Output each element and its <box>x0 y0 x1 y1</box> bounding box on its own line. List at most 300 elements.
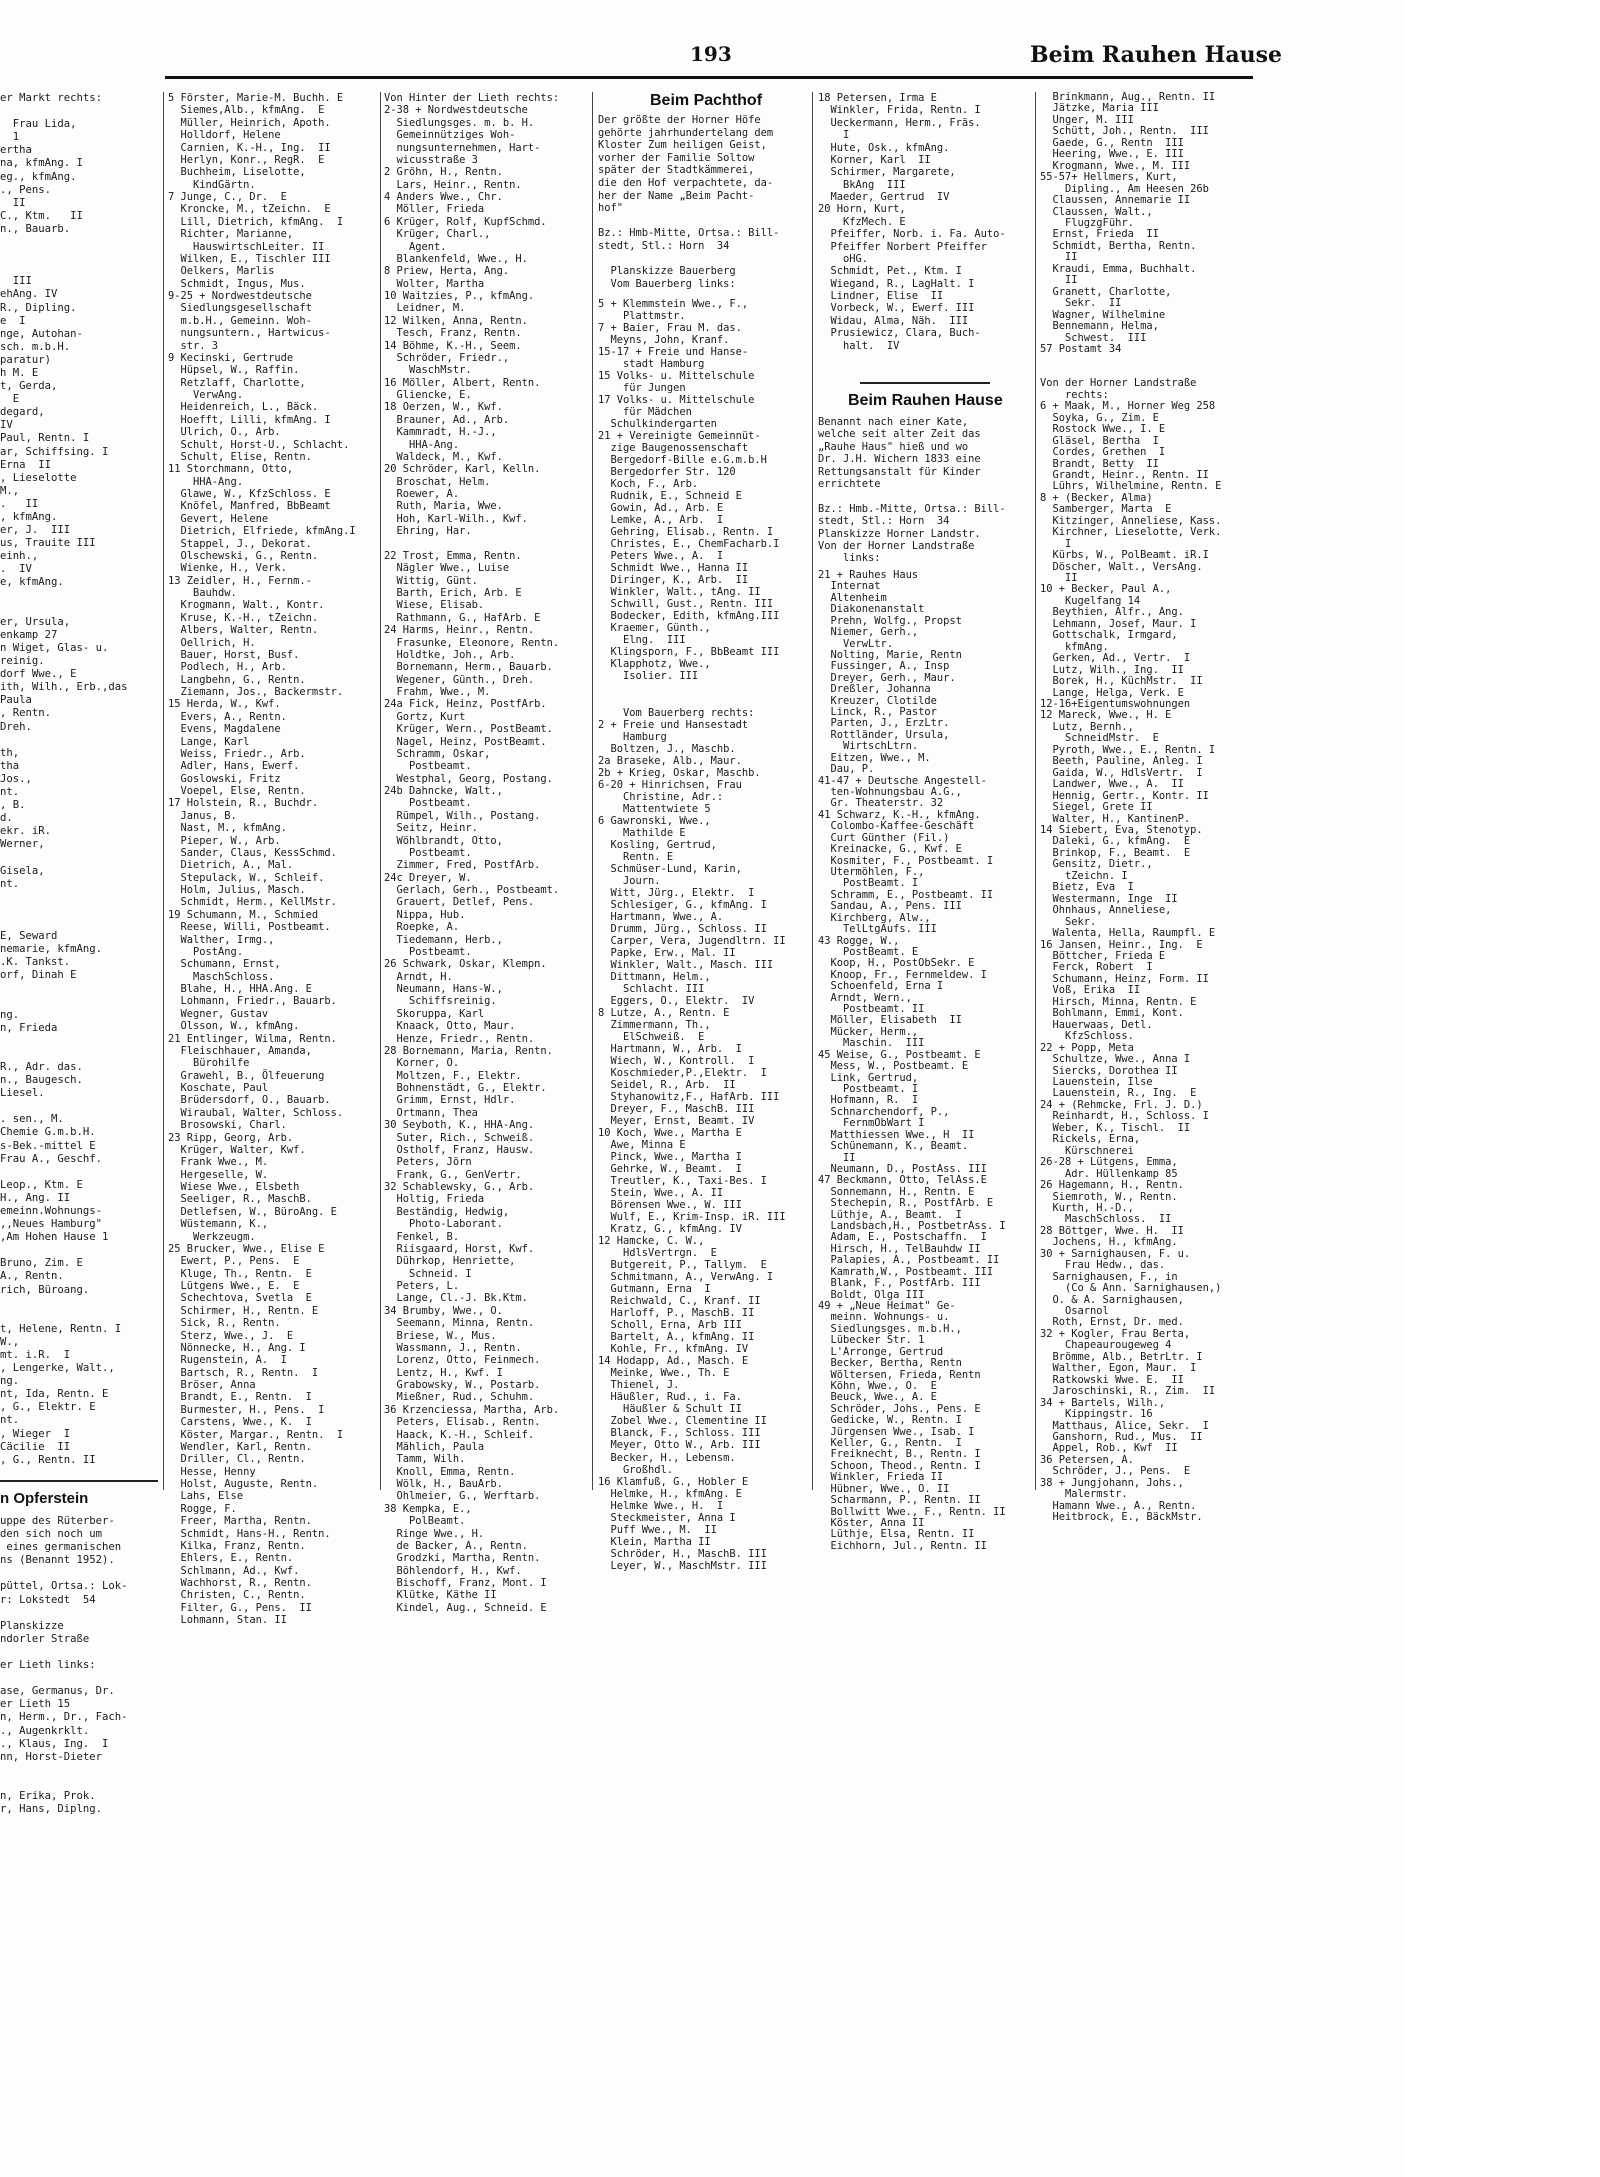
directory-line: Kirchberg, Alw., <box>818 911 931 924</box>
directory-line <box>0 1764 158 1777</box>
directory-line: th, <box>0 746 20 759</box>
directory-line: Roth, Ernst, Dr. med. <box>1040 1316 1184 1329</box>
directory-line: später der Stadtkämmerei, <box>598 164 755 177</box>
directory-line: Hartmann, Wwe., A. <box>598 910 724 923</box>
directory-line: Weiss, Friedr., Arb. <box>168 747 306 760</box>
directory-line: eines germanischen <box>0 1541 122 1554</box>
directory-line: Mählich, Paula <box>384 1440 485 1453</box>
directory-line: Christes, E., ChemFacharb.I <box>598 538 780 551</box>
directory-line: Postbeamt. <box>384 945 472 958</box>
directory-line: II <box>1040 572 1078 585</box>
directory-line: 22 + Popp, Meta <box>1040 1041 1134 1054</box>
directory-line: Maschin. III <box>818 1037 925 1050</box>
directory-line: Claussen, Annemarie II <box>1040 194 1191 207</box>
directory-line: errichtete <box>818 478 881 491</box>
directory-line: Klapphotz, Wwe., <box>598 658 711 671</box>
directory-line: PolBeamt. <box>384 1515 466 1528</box>
directory-line: wicusstraße 3 <box>384 153 478 166</box>
directory-line: 7 + Baier, Frau M. das. <box>598 322 742 335</box>
directory-line: Postbeamt. <box>384 797 472 810</box>
directory-line: Lars, Heinr., Rentn. <box>384 178 522 191</box>
directory-line: Mücker, Herm., <box>818 1025 919 1038</box>
directory-line: Wassmann, J., Rentn. <box>384 1341 522 1354</box>
directory-line: Fussinger, A., Insp <box>818 660 950 673</box>
directory-line: Butgereit, P., Tallym. E <box>598 1259 767 1272</box>
directory-line: Dittmann, Helm., <box>598 970 711 983</box>
directory-line: us, Trauite III <box>0 537 96 550</box>
directory-line: Hamann Wwe., A., Rentn. <box>1040 1499 1197 1512</box>
directory-line: 14 Siebert, Eva, Stenotyp. <box>1040 824 1203 836</box>
directory-line: Siedlungsges. m.b.H., <box>818 1322 962 1335</box>
directory-line: II <box>1040 274 1078 287</box>
directory-line <box>0 1166 158 1179</box>
directory-line: Kraemer, Günth., <box>598 622 711 635</box>
directory-line: Cordes, Grethen I <box>1040 446 1166 459</box>
directory-line: n., Bauarb. <box>0 222 71 235</box>
directory-line: Schramm, E., Postbeamt. II <box>818 888 994 901</box>
directory-line: , G., Elektr. E <box>0 1401 96 1414</box>
directory-line: Eitzen, Wwe., M. <box>818 751 931 764</box>
directory-line: ElSchweiß. E <box>598 1030 705 1043</box>
directory-line: Schulkindergarten <box>598 418 717 431</box>
directory-line: Ewert, P., Pens. E <box>168 1255 300 1268</box>
directory-line <box>0 1310 158 1323</box>
directory-line: Gehrke, W., Beamt. I <box>598 1163 742 1176</box>
directory-line: Schmüser-Lund, Karin, <box>598 862 742 875</box>
directory-line: Moltzen, F., Elektr. <box>384 1069 522 1082</box>
directory-line: Schechtova, Svetla E <box>168 1292 312 1305</box>
directory-line: KindGärtn. <box>168 178 256 191</box>
directory-line: Kraudi, Emma, Buchhalt. <box>1040 262 1197 275</box>
directory-line: E <box>0 393 20 406</box>
directory-line: Kitzinger, Anneliese, Kass. <box>1040 514 1222 527</box>
directory-line <box>0 262 158 275</box>
directory-line: Reinhardt, H., Schloss. I <box>1040 1110 1209 1123</box>
directory-line: er Lieth links: <box>0 1659 96 1672</box>
directory-line: Schumann, Heinz, Form. II <box>1040 972 1209 985</box>
directory-line: Schnarchendorf, P., <box>818 1105 950 1118</box>
directory-line: Zimmermann, Th., <box>598 1018 711 1031</box>
directory-line <box>0 891 158 904</box>
directory-line: Colombo-Kaffee-Geschäft <box>818 820 975 833</box>
directory-line: 43 Rogge, W., <box>818 934 900 947</box>
directory-line: Schwest. III <box>1040 331 1147 344</box>
directory-line: na, kfmAng. I <box>0 157 83 170</box>
directory-line: Knaack, Otto, Maur. <box>384 1020 516 1033</box>
directory-line: 13 Zeidler, H., Fernm.- <box>168 574 312 587</box>
directory-line: Schoon, Theod., Rentn. I <box>818 1459 981 1472</box>
directory-line: 15 Volks- u. Mittelschule <box>598 370 755 383</box>
directory-line: Dreßler, Johanna <box>818 683 931 696</box>
directory-line: Frank, G., GenVertr. <box>384 1168 522 1181</box>
directory-line: HauswirtschLeiter. II <box>168 240 325 253</box>
directory-line: Bauer, Horst, Busf. <box>168 648 300 661</box>
directory-line: 26 Schwark, Oskar, Klempn. <box>384 958 547 971</box>
directory-line: 24b Dahncke, Walt., <box>384 785 503 797</box>
directory-line: Steckmeister, Anna I <box>598 1511 736 1524</box>
directory-line: meinn. Wohnungs- u. <box>818 1311 950 1324</box>
directory-line: Siedlungsges. m. b. H. <box>384 116 535 129</box>
directory-line <box>0 995 158 1008</box>
directory-line: einh., <box>0 550 39 563</box>
directory-line: MaschSchloss. II <box>1040 1213 1172 1226</box>
directory-line: Von der Horner Landstraße <box>818 540 975 553</box>
directory-line: Bennemann, Helma, <box>1040 320 1159 333</box>
directory-line: Gerken, Ad., Vertr. I <box>1040 652 1191 665</box>
directory-line: Bischoff, Franz, Mont. I <box>384 1577 547 1589</box>
directory-line <box>0 1607 158 1620</box>
directory-line: Peters Wwe., A. I <box>598 550 724 563</box>
directory-line: Schmidt, Pet., Ktm. I <box>818 265 962 278</box>
directory-line: d. <box>0 812 13 825</box>
directory-line <box>0 917 158 930</box>
directory-line: Heering, Wwe., E. III <box>1040 148 1184 161</box>
section-heading-beim-rauhen-hause: Beim Rauhen Hause <box>848 392 1003 409</box>
directory-line <box>1040 355 1252 366</box>
directory-line: Glawe, W., KfzSchloss. E <box>168 488 331 500</box>
directory-line: Bohnenstädt, G., Elektr. <box>384 1082 547 1094</box>
directory-line: Voepel, Else, Rentn. <box>168 785 306 797</box>
directory-line: Knoll, Emma, Rentn. <box>384 1465 516 1478</box>
directory-line: Adler, Hans, Ewerf. <box>168 760 300 773</box>
directory-line: Matthiessen Wwe., H II <box>818 1128 975 1141</box>
directory-line: Zimmer, Fred, PostfArb. <box>384 859 541 872</box>
directory-line: ekr. iR. <box>0 825 52 838</box>
directory-line: Ratkowski Wwe. E. II <box>1040 1373 1184 1386</box>
directory-line: Benannt nach einer Kate, <box>818 416 969 428</box>
directory-line: Landsbach,H., PostbetrAss. I <box>818 1220 1006 1233</box>
directory-line: Granett, Charlotte, <box>1040 285 1172 298</box>
directory-line: Hesse, Henny <box>168 1465 256 1478</box>
directory-line: Schmidt, Bertha, Rentn. <box>1040 239 1197 252</box>
directory-line: Gowin, Ad., Arb. E <box>598 502 724 515</box>
directory-line: 41-47 + Deutsche Angestell- <box>818 774 987 787</box>
directory-line: Schlacht. III <box>598 982 705 995</box>
directory-line: Plattmstr. <box>598 310 686 323</box>
directory-line <box>0 603 158 616</box>
directory-line: Zobel Wwe., Clementine II <box>598 1415 767 1428</box>
directory-line: Von der Horner Landstraße <box>1040 377 1197 390</box>
directory-line: Schoenfeld, Erna I <box>818 980 944 993</box>
directory-line: stedt, Stl.: Horn 34 <box>818 515 950 528</box>
directory-line: 10 Koch, Wwe., Martha E <box>598 1127 742 1140</box>
directory-line: r, Hans, Diplng. <box>0 1803 103 1816</box>
directory-line: Ehlers, E., Rentn. <box>168 1552 294 1565</box>
directory-line: Peters, Elisab., Rentn. <box>384 1416 541 1429</box>
directory-line: ., Pens. <box>0 183 52 196</box>
directory-line: 57 Postamt 34 <box>1040 342 1122 355</box>
directory-line: WaschMstr. <box>384 364 472 377</box>
directory-line: Wittig, Günt. <box>384 574 478 587</box>
directory-line: Gevert, Helene <box>168 512 269 525</box>
directory-line: Jätzke, Maria III <box>1040 102 1159 115</box>
directory-line <box>0 982 158 995</box>
directory-line: HHA-Ang. <box>168 475 244 488</box>
directory-line: Winkler, Walt., Masch. III <box>598 958 774 971</box>
directory-line: Gortz, Kurt <box>384 710 466 723</box>
directory-line: Maeder, Gertrud IV <box>818 191 950 203</box>
directory-line: Möller, Frieda <box>384 203 485 216</box>
directory-line: 24 Harms, Heinr., Rentn. <box>384 624 535 637</box>
directory-line: 28 Böttger, Wwe. H. II <box>1040 1224 1184 1237</box>
directory-line: Ernst, Frieda II <box>1040 228 1159 241</box>
directory-line: Mathilde E <box>598 826 686 839</box>
directory-line: Häußler, Rud., i. Fa. <box>598 1391 742 1404</box>
directory-line: Gisela, <box>0 864 45 877</box>
directory-line: Schmidt Wwe., Hanna II <box>598 562 749 575</box>
directory-line: Goslowski, Fritz <box>168 772 281 785</box>
directory-line: Ohlmeier, G., Werftarb. <box>384 1490 541 1503</box>
directory-line: Vorbeck, W., Ewerf. III <box>818 302 975 315</box>
directory-line: Westphal, Georg, Postang. <box>384 772 553 785</box>
directory-line: Börensen Wwe., W. III <box>598 1199 742 1212</box>
directory-line: Der größte der Horner Höfe <box>598 114 761 126</box>
directory-line: 9-25 + Nordwestdeutsche <box>168 290 312 302</box>
directory-line: vorher der Familie Soltow <box>598 151 755 164</box>
directory-line: Gaede, G., Rentn III <box>1040 136 1184 149</box>
directory-line: II <box>818 1151 856 1164</box>
directory-line: Döscher, Walt., VersAng. <box>1040 560 1203 573</box>
directory-line: Evers, A., Rentn. <box>168 710 287 723</box>
directory-line: Lührs, Wilhelmine, Rentn. E <box>1040 480 1222 493</box>
directory-line: Papke, Erw., Mal. II <box>598 946 736 959</box>
directory-line: Lohmann, Friedr., Bauarb. <box>168 995 337 1008</box>
directory-line: Rickels, Erna, <box>1040 1133 1141 1146</box>
directory-line: Elng. III <box>598 634 686 647</box>
directory-line: welche seit alter Zeit das <box>818 428 981 441</box>
directory-line: paratur) <box>0 353 52 366</box>
directory-line: 22 Trost, Emma, Rentn. <box>384 549 522 562</box>
directory-line: Skoruppa, Karl <box>384 1007 485 1020</box>
directory-line: Puff Wwe., M. II <box>598 1523 717 1536</box>
directory-line: Planskizze Bauerberg <box>598 265 736 278</box>
directory-line: Postbeamt. I <box>818 1082 919 1095</box>
directory-line: Bietz, Eva I <box>1040 881 1134 894</box>
directory-line: Brauner, Ad., Arb. <box>384 413 510 426</box>
directory-line: Schmidt, Ingus, Mus. <box>168 277 306 290</box>
directory-line: Wöhlbrandt, Otto, <box>384 834 503 847</box>
directory-line: Chapeaurougeweg 4 <box>1040 1339 1172 1352</box>
directory-line: tha <box>0 759 20 772</box>
directory-line: Kilka, Franz, Rentn. <box>168 1539 306 1552</box>
directory-line: 20 Schröder, Karl, Kelln. <box>384 463 541 476</box>
directory-line: Walter, H., KantinenP. <box>1040 812 1191 825</box>
directory-line: Grawehl, B., Ölfeuerung <box>168 1069 325 1082</box>
directory-line: Postbeamt. II <box>818 1003 925 1016</box>
directory-line: Ulrich, O., Arb. <box>168 426 281 439</box>
directory-line: Bergedorf-Bille e.G.m.b.H <box>598 454 767 467</box>
directory-line: 2b + Krieg, Oskar, Maschb. <box>598 766 761 779</box>
directory-line: 6 Gawronski, Wwe., <box>598 814 711 827</box>
directory-line: Barth, Erich, Arb. E <box>384 587 522 599</box>
directory-line: Gedicke, W., Rentn. I <box>818 1414 962 1427</box>
directory-line: sch. m.b.H. <box>0 340 71 353</box>
directory-line: 6-20 + Hinrichsen, Frau <box>598 778 742 791</box>
directory-line: Blanck, F., Schloss. III <box>598 1427 761 1440</box>
directory-line: Utermöhlen, F., <box>818 865 925 878</box>
directory-line: Gläsel, Bertha I <box>1040 434 1159 447</box>
directory-line: Lill, Dietrich, kfmAng. I <box>168 215 344 228</box>
directory-line: 38 Kempka, E., <box>384 1502 472 1515</box>
directory-line: Hoh, Karl-Wilh., Kwf. <box>384 512 528 525</box>
directory-line: Gensitz, Dietr., <box>1040 858 1153 871</box>
directory-line: Hamburg <box>598 730 667 743</box>
directory-line: Neumann, Hans-W., <box>384 983 503 995</box>
directory-line: Krüger, Charl., <box>384 228 491 241</box>
directory-line: tZeichn. I <box>1040 869 1128 882</box>
directory-line: hof" <box>598 202 624 215</box>
column-2 <box>384 92 590 1614</box>
column-4-top <box>818 92 1033 354</box>
directory-line: Schumann, Ernst, <box>168 958 281 971</box>
directory-line: Ferck, Robert I <box>1040 961 1153 974</box>
directory-line: Klingsporn, F., BbBeamt III <box>598 646 780 659</box>
directory-line: Sekr. II <box>1040 297 1122 310</box>
directory-line: Schneid. I <box>384 1267 472 1280</box>
directory-line: Frank Wwe., M. <box>168 1156 269 1169</box>
directory-line: Sterz, Wwe., J. E <box>168 1329 294 1342</box>
directory-line: Fenkel, B. <box>384 1230 460 1243</box>
directory-line: Janus, B. <box>168 809 237 822</box>
directory-line: (Co & Ann. Sarnighausen,) <box>1040 1282 1222 1295</box>
directory-line: Eichhorn, Jul., Rentn. II <box>818 1539 987 1552</box>
directory-line: 15-17 + Freie und Hanse- <box>598 346 749 359</box>
directory-line: Schütt, Joh., Rentn. III <box>1040 125 1209 138</box>
directory-line: Neumann, D., PostAss. III <box>818 1162 987 1175</box>
directory-line: Wiese, Elisab. <box>384 599 485 612</box>
directory-line: Hirsch, Minna, Rentn. E <box>1040 995 1197 1008</box>
directory-line: Kosmiter, F., Postbeamt. I <box>818 854 994 867</box>
directory-line: ten-Wohnungsbau A.G., <box>818 786 962 799</box>
directory-line: ith, Wilh., Erb.,das <box>0 681 128 694</box>
directory-line: e, kfmAng. <box>0 576 64 589</box>
directory-line: 12 Hamcke, C. W., <box>598 1235 705 1248</box>
directory-line: SchneidMstr. E <box>1040 732 1159 745</box>
directory-line: 47 Beckmann, Otto, TelAss.E <box>818 1174 987 1187</box>
directory-line: 16 Jansen, Heinr., Ing. E <box>1040 938 1203 951</box>
directory-line: 32 + Kogler, Frau Berta, <box>1040 1327 1191 1340</box>
directory-line <box>0 734 158 747</box>
directory-line: Knöfel, Manfred, BbBeamt <box>168 500 331 513</box>
directory-line: 1 <box>0 131 20 144</box>
directory-line: Helmke Wwe., H. I <box>598 1499 724 1512</box>
directory-line: Dau, P. <box>818 763 875 776</box>
directory-line: L'Arronge, Gertrud <box>818 1345 944 1358</box>
directory-line: FernmObWart I <box>818 1117 925 1130</box>
directory-line: M., <box>0 484 20 497</box>
directory-line <box>0 851 158 864</box>
directory-line: ,,Neues Hamburg" <box>0 1218 103 1231</box>
directory-line: Kürschnerei <box>1040 1144 1134 1157</box>
directory-line: Seemann, Minna, Rentn. <box>384 1317 535 1330</box>
directory-line: Grabowsky, W., Postarb. <box>384 1379 541 1391</box>
directory-line: Driller, Cl., Rentn. <box>168 1453 306 1466</box>
directory-line: Koschmieder,P.,Elektr. I <box>598 1067 767 1079</box>
directory-line <box>0 1100 158 1113</box>
directory-line: Schultze, Wwe., Anna I <box>1040 1053 1191 1066</box>
directory-line: Winkler, Walt., tAng. II <box>598 586 761 599</box>
directory-line: Bürohilfe <box>168 1057 250 1070</box>
directory-line: H., Ang. II <box>0 1191 71 1204</box>
directory-line: Schröder, H., MaschB. III <box>598 1547 767 1560</box>
directory-line: Matthaus, Alice, Sekr. I <box>1040 1419 1209 1432</box>
directory-line: Schwill, Gust., Rentn. III <box>598 598 774 611</box>
directory-line: . IV <box>0 563 32 576</box>
directory-line: Holst, Auguste, Rentn. <box>168 1478 319 1490</box>
directory-line: Widau, Alma, Näh. III <box>818 314 969 327</box>
directory-line: Rudnik, E., Schneid E <box>598 490 742 503</box>
directory-line: 20 Horn, Kurt, <box>818 203 906 216</box>
directory-line: Koschate, Paul <box>168 1082 269 1094</box>
directory-line: Photo-Laborant. <box>384 1218 503 1231</box>
directory-line: Frasunke, Eleonore, Rentn. <box>384 636 560 649</box>
directory-line: Dreyer, F., MaschB. III <box>598 1103 755 1116</box>
directory-line: Lange, Cl.-J. Bk.Ktm. <box>384 1292 528 1305</box>
directory-line: Rümpel, Wilh., Postang. <box>384 809 541 822</box>
directory-line: Sander, Claus, KessSchmd. <box>168 846 337 859</box>
directory-line: n Wiget, Glas- u. <box>0 641 109 654</box>
directory-line: nungsunternehmen, Hart- <box>384 141 541 154</box>
directory-line: Schlmann, Ad., Kwf. <box>168 1564 300 1577</box>
directory-line: 49 + „Neue Heimat" Ge- <box>818 1300 956 1312</box>
directory-line: r: Lokstedt 54 <box>0 1593 96 1606</box>
directory-line: Suter, Rich., Schweiß. <box>384 1131 535 1144</box>
directory-line <box>0 1672 158 1685</box>
directory-line: Ohnhaus, Anneliese, <box>1040 904 1172 917</box>
directory-line: Siercks, Dorothea II <box>1040 1064 1178 1077</box>
directory-line: Hennig, Gertr., Kontr. II <box>1040 789 1209 802</box>
directory-line: Retzlaff, Charlotte, <box>168 376 306 389</box>
directory-line: 25 Brucker, Wwe., Elise E <box>168 1242 325 1255</box>
directory-line: Lohmann, Stan. II <box>168 1614 287 1627</box>
directory-line: Walther, Irmg., <box>168 933 275 946</box>
directory-line: I <box>1040 537 1072 550</box>
directory-line <box>598 215 810 228</box>
directory-line: 36 Petersen, A. <box>1040 1453 1134 1466</box>
column-4-list <box>818 569 1033 1552</box>
directory-line: Leop., Ktm. E <box>0 1178 83 1191</box>
directory-line: Walenta, Hella, Raumpfl. E <box>1040 927 1216 940</box>
directory-line: Westermann, Inge II <box>1040 892 1178 905</box>
section-heading-opferstein: n Opferstein <box>0 1490 89 1507</box>
directory-line: Wulf, E., Krim-Insp. iR. III <box>598 1211 786 1224</box>
directory-line: Schirmer, Margarete, <box>818 166 956 179</box>
directory-line: Wienke, H., Verk. <box>168 562 287 575</box>
directory-line: O. & A. Sarnighausen, <box>1040 1293 1184 1306</box>
directory-line: stadt Hamburg <box>598 358 705 371</box>
directory-line: Bz.: Hmb.-Mitte, Ortsa.: Bill- <box>818 502 1006 515</box>
directory-line: 30 + Sarnighausen, F. u. <box>1040 1247 1191 1260</box>
directory-line: Thienel, J. <box>598 1379 680 1392</box>
directory-line: Detlefsen, W., BüroAng. E <box>168 1205 337 1218</box>
directory-line: Eggers, O., Elektr. IV <box>598 994 755 1007</box>
directory-line: 4 Anders Wwe., Chr. <box>384 191 503 203</box>
directory-line: Lüthje, Elsa, Rentn. II <box>818 1528 975 1541</box>
directory-line: , G., Rentn. II <box>0 1453 96 1466</box>
directory-line: Journ. <box>598 874 661 887</box>
directory-line: Grimm, Ernst, Hdlr. <box>384 1094 516 1107</box>
directory-line: Arndt, Wern., <box>818 991 912 1004</box>
directory-line: Schröder, Friedr., <box>384 351 510 364</box>
directory-line: Oelkers, Marlis <box>168 265 275 278</box>
directory-line: ., Klaus, Ing. I <box>0 1737 109 1750</box>
directory-line: ng. <box>0 1375 20 1388</box>
directory-line: R., Dipling. <box>0 301 77 314</box>
directory-line: kfmAng. <box>1040 640 1109 653</box>
directory-line: III <box>0 275 32 288</box>
directory-line: Oellrich, H. <box>168 636 256 649</box>
directory-line: Treutler, K., Taxi-Bes. I <box>598 1175 767 1188</box>
